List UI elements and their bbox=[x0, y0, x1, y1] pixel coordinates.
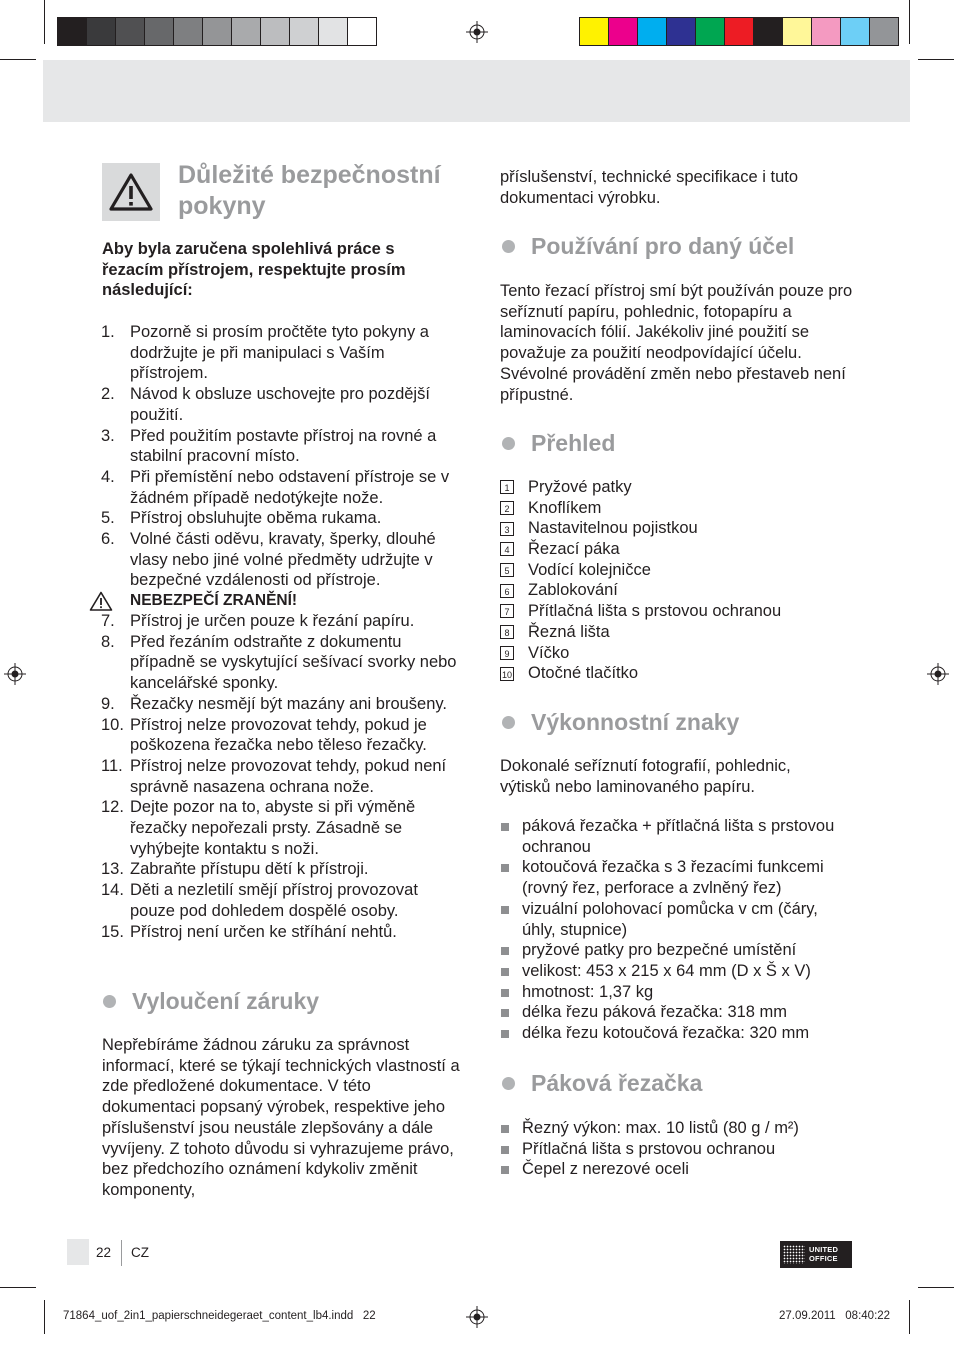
color-swatch bbox=[57, 17, 87, 46]
safety-item bbox=[101, 694, 461, 715]
bullet-item: délka řezu kotoučová řezačka: 320 mm bbox=[500, 1023, 855, 1044]
item-text: Řezačky nesmějí být mazány ani broušeny. bbox=[130, 694, 448, 713]
safety-item bbox=[101, 529, 461, 591]
item-text: Návod k obsluze uschovejte pro pozdější použití. bbox=[130, 385, 430, 424]
bullet-dot-icon bbox=[502, 716, 515, 729]
part-item bbox=[500, 601, 880, 622]
item-number: 1. bbox=[101, 323, 115, 341]
performance-intro: Dokonalé seříznutí fotografií, pohlednic, výtisků nebo laminovaného papíru. bbox=[500, 757, 791, 796]
part-number-box: 8 bbox=[500, 625, 514, 639]
lever-cutter-title: Páková řezačka bbox=[531, 1070, 703, 1096]
item-number: 13. bbox=[101, 860, 124, 879]
color-swatch bbox=[579, 17, 609, 46]
overview-title: Přehled bbox=[531, 430, 616, 456]
safety-list-a bbox=[101, 322, 461, 591]
crop-mark bbox=[918, 59, 954, 60]
bullet-item: Přítlačná lišta s prstovou ochranou bbox=[500, 1139, 880, 1160]
color-swatch bbox=[782, 17, 812, 46]
color-swatch bbox=[695, 17, 725, 46]
intended-use-text: Tento řezací přístroj smí být používán pouze pro seříznutí papíru, pohlednic, fotopapíru a laminovacích fólií. Jakékoliv jiné použití se považuje za použití neodpovídající účelu. Svévolné provádění změn nebo přestaveb není přípustné. bbox=[500, 282, 853, 404]
item-number: 3. bbox=[101, 426, 115, 445]
bullet-dot-icon bbox=[502, 1077, 515, 1090]
safety-intro: Aby byla zaručena spolehlivá práce s řezacím přístrojem, respektujte prosím následující: bbox=[102, 240, 406, 300]
item-number: 8. bbox=[101, 632, 115, 651]
part-item bbox=[500, 663, 880, 684]
item-number: 7. bbox=[101, 612, 115, 630]
color-swatch bbox=[202, 17, 232, 46]
part-item bbox=[500, 622, 880, 643]
part-number-box: 4 bbox=[500, 542, 514, 556]
safety-item bbox=[101, 611, 461, 632]
crop-mark bbox=[0, 1287, 36, 1288]
item-number: 10. bbox=[101, 715, 124, 734]
part-number-box: 9 bbox=[500, 646, 514, 660]
safety-item bbox=[101, 797, 461, 859]
safety-item bbox=[101, 632, 461, 694]
part-item bbox=[500, 580, 880, 601]
part-label: Zablokování bbox=[528, 581, 618, 600]
overview-heading bbox=[500, 429, 615, 457]
warning-box bbox=[102, 163, 160, 221]
item-text: Zabraňte přístupu dětí k přístroji. bbox=[130, 860, 369, 879]
part-number-box: 2 bbox=[500, 501, 514, 515]
part-item bbox=[500, 498, 880, 519]
crop-mark bbox=[918, 1287, 954, 1288]
item-number: 4. bbox=[101, 467, 115, 486]
item-number: 11. bbox=[101, 756, 123, 775]
safety-item bbox=[101, 859, 461, 880]
logo-grid-icon bbox=[783, 1245, 805, 1264]
bullet-item: Řezný výkon: max. 10 listů (80 g / m²) bbox=[500, 1118, 880, 1139]
item-number: 2. bbox=[101, 385, 115, 404]
safety-item bbox=[101, 922, 461, 943]
safety-item bbox=[101, 467, 461, 508]
registration-mark-icon bbox=[466, 21, 488, 43]
color-swatch bbox=[115, 17, 145, 46]
part-label: Vodící kolejničce bbox=[528, 560, 651, 579]
performance-heading bbox=[500, 708, 739, 736]
crop-mark bbox=[0, 59, 36, 60]
item-number: 14. bbox=[101, 881, 124, 900]
warranty-heading bbox=[101, 987, 319, 1015]
color-swatch bbox=[144, 17, 174, 46]
page-number: 22 bbox=[96, 1245, 112, 1260]
bullet-item: Čepel z nerezové oceli bbox=[500, 1159, 880, 1180]
safety-item bbox=[101, 322, 461, 384]
part-item bbox=[500, 477, 880, 498]
part-label: Otočné tlačítko bbox=[528, 664, 639, 683]
timestamp: 27.09.2011 08:40:22 bbox=[779, 1310, 891, 1322]
safety-item bbox=[101, 756, 461, 797]
color-swatch bbox=[173, 17, 203, 46]
color-swatch bbox=[869, 17, 899, 46]
language-code: CZ bbox=[131, 1245, 149, 1260]
item-text: Děti a nezletilí smějí přístroj provozovat pouze pod dohledem dospělé osoby. bbox=[130, 881, 418, 920]
part-label: Řezná lišta bbox=[528, 622, 610, 641]
color-swatch bbox=[840, 17, 870, 46]
part-item bbox=[500, 539, 880, 560]
bullet-item: velikost: 453 x 215 x 64 mm (D x Š x V) bbox=[500, 961, 855, 982]
file-info: 71864_uof_2in1_papierschneidegeraet_content_lb4.indd 22 bbox=[63, 1310, 376, 1322]
item-number: 9. bbox=[101, 694, 115, 713]
color-swatch bbox=[231, 17, 261, 46]
bullet-dot-icon bbox=[502, 240, 515, 253]
danger-label: NEBEZPEČÍ ZRANĚNÍ! bbox=[130, 592, 298, 609]
safety-item bbox=[101, 880, 461, 921]
item-text: Přístroj nelze provozovat tehdy, pokud je poškozena řezačka nebo těleso řezačky. bbox=[130, 715, 427, 755]
item-number: 15. bbox=[101, 922, 124, 941]
safety-title: Důležité bezpečnostní pokyny bbox=[178, 161, 441, 220]
safety-item bbox=[101, 715, 461, 756]
safety-item bbox=[101, 384, 461, 425]
bullet-item: pryžové patky pro bezpečné umístění bbox=[500, 940, 855, 961]
item-text: Při přemístění nebo odstavení přístroje se v žádném případě nedotýkejte nože. bbox=[130, 467, 450, 507]
footer-divider bbox=[121, 1240, 122, 1266]
item-text: Před použitím postavte přístroj na rovné a stabilní pracovní místo. bbox=[130, 426, 437, 466]
lever-cutter-heading bbox=[500, 1069, 702, 1097]
header-band bbox=[43, 60, 910, 122]
bullet-item: vizuální polohovací pomůcka v cm (čáry, úhly, stupnice) bbox=[500, 899, 855, 940]
color-swatch bbox=[318, 17, 348, 46]
parts-list bbox=[500, 477, 880, 684]
part-item bbox=[500, 518, 880, 539]
part-number-box: 5 bbox=[500, 563, 514, 577]
intended-use-title: Používání pro daný účel bbox=[531, 233, 795, 259]
performance-title: Výkonnostní znaky bbox=[531, 709, 740, 735]
registration-mark-icon bbox=[466, 1306, 488, 1328]
united-office-logo bbox=[780, 1241, 852, 1268]
item-text: Volné části oděvu, kravaty, šperky, dlouhé vlasy nebo jiné volné předměty udržujte v bezpečné vzdálenosti od přístroje. bbox=[130, 530, 436, 590]
part-label: Řezací páka bbox=[528, 540, 620, 559]
part-number-box: 7 bbox=[500, 604, 514, 618]
color-swatch bbox=[724, 17, 754, 46]
color-swatch bbox=[753, 17, 783, 46]
item-text: Přístroj obsluhujte oběma rukama. bbox=[130, 509, 382, 528]
item-text: Přístroj je určen pouze k řezání papíru. bbox=[130, 612, 415, 630]
crop-mark bbox=[909, 0, 910, 44]
page-number-box bbox=[67, 1239, 89, 1265]
bullet-item: délka řezu páková řezačka: 318 mm bbox=[500, 1002, 855, 1023]
part-item bbox=[500, 560, 880, 581]
crop-mark bbox=[909, 1300, 910, 1334]
part-number-box: 3 bbox=[500, 522, 514, 536]
intended-use-heading bbox=[500, 232, 794, 260]
bullet-dot-icon bbox=[103, 995, 116, 1008]
item-text: Dejte pozor na to, abyste si při výměně řezačky nepořezali prsty. Zásadně se vyhýbejte kontaktu s noži. bbox=[130, 798, 416, 858]
item-text: Před řezáním odstraňte z dokumentu případně se vyskytující sešívací svorky nebo kancelářské sponky. bbox=[130, 632, 457, 693]
danger-warning bbox=[89, 591, 459, 611]
part-label: Knoflíkem bbox=[528, 498, 602, 517]
bullet-item: hmotnost: 1,37 kg bbox=[500, 982, 855, 1003]
part-label: Pryžové patky bbox=[528, 478, 632, 496]
crop-mark bbox=[44, 1300, 45, 1334]
item-text: Přístroj nelze provozovat tehdy, pokud není správně nasazena ochrana nože. bbox=[130, 756, 447, 796]
warning-triangle-icon bbox=[109, 173, 153, 211]
item-text: Pozorně si prosím pročtěte tyto pokyny a dodržujte je při manipulaci s Vaším přístrojem. bbox=[130, 323, 429, 383]
registration-mark-icon bbox=[927, 663, 949, 685]
part-item bbox=[500, 643, 880, 664]
warranty-text: Nepřebíráme žádnou záruku za správnost informací, které se týkají technických vlastností a zde předložené dokumentace. V této dokumentaci popsaný výrobek, respektive jeho příslušenství jsou neustále zlepšovány a dále vyvíjeny. Z tohoto důvodu si vyhrazujeme právo, bez předchozího oznámení kdykoliv změnit komponenty, bbox=[102, 1036, 460, 1199]
bullet-item: páková řezačka + přítlačná lišta s prstovou ochranou bbox=[500, 816, 855, 857]
performance-list bbox=[500, 816, 855, 1044]
color-swatch bbox=[347, 17, 377, 46]
lever-cutter-list bbox=[500, 1118, 880, 1180]
safety-item bbox=[101, 426, 461, 467]
warranty-continued: příslušenství, technické specifikace i tuto dokumentaci výrobku. bbox=[500, 168, 799, 207]
danger-triangle-icon bbox=[89, 591, 113, 611]
logo-line-1: UNITED bbox=[809, 1245, 839, 1254]
warranty-title: Vyloučení záruky bbox=[132, 988, 320, 1014]
color-swatch bbox=[289, 17, 319, 46]
color-swatch bbox=[666, 17, 696, 46]
part-label: Nastavitelnou pojistkou bbox=[528, 519, 698, 538]
logo-line-2: OFFICE bbox=[809, 1253, 838, 1263]
color-swatch bbox=[260, 17, 290, 46]
crop-mark bbox=[44, 0, 45, 44]
item-number: 12. bbox=[101, 798, 124, 817]
part-label: Přítlačná lišta s prstovou ochranou bbox=[528, 602, 782, 621]
safety-list-b bbox=[101, 611, 461, 942]
registration-mark-icon bbox=[4, 663, 26, 685]
color-swatch bbox=[811, 17, 841, 46]
bullet-dot-icon bbox=[502, 437, 515, 450]
item-text: Přístroj není určen ke stříhání nehtů. bbox=[130, 922, 397, 941]
part-label: Víčko bbox=[528, 643, 570, 662]
color-swatch bbox=[608, 17, 638, 46]
part-number-box: 1 bbox=[500, 480, 514, 494]
color-swatch bbox=[86, 17, 116, 46]
color-swatch bbox=[637, 17, 667, 46]
part-number-box: 10 bbox=[500, 667, 514, 681]
part-number-box: 6 bbox=[500, 584, 514, 598]
safety-item bbox=[101, 508, 461, 529]
item-number: 6. bbox=[101, 530, 115, 549]
item-number: 5. bbox=[101, 509, 115, 528]
bullet-item: kotoučová řezačka s 3 řezacími funkcemi (rovný řez, perforace a zvlněný řez) bbox=[500, 857, 855, 898]
